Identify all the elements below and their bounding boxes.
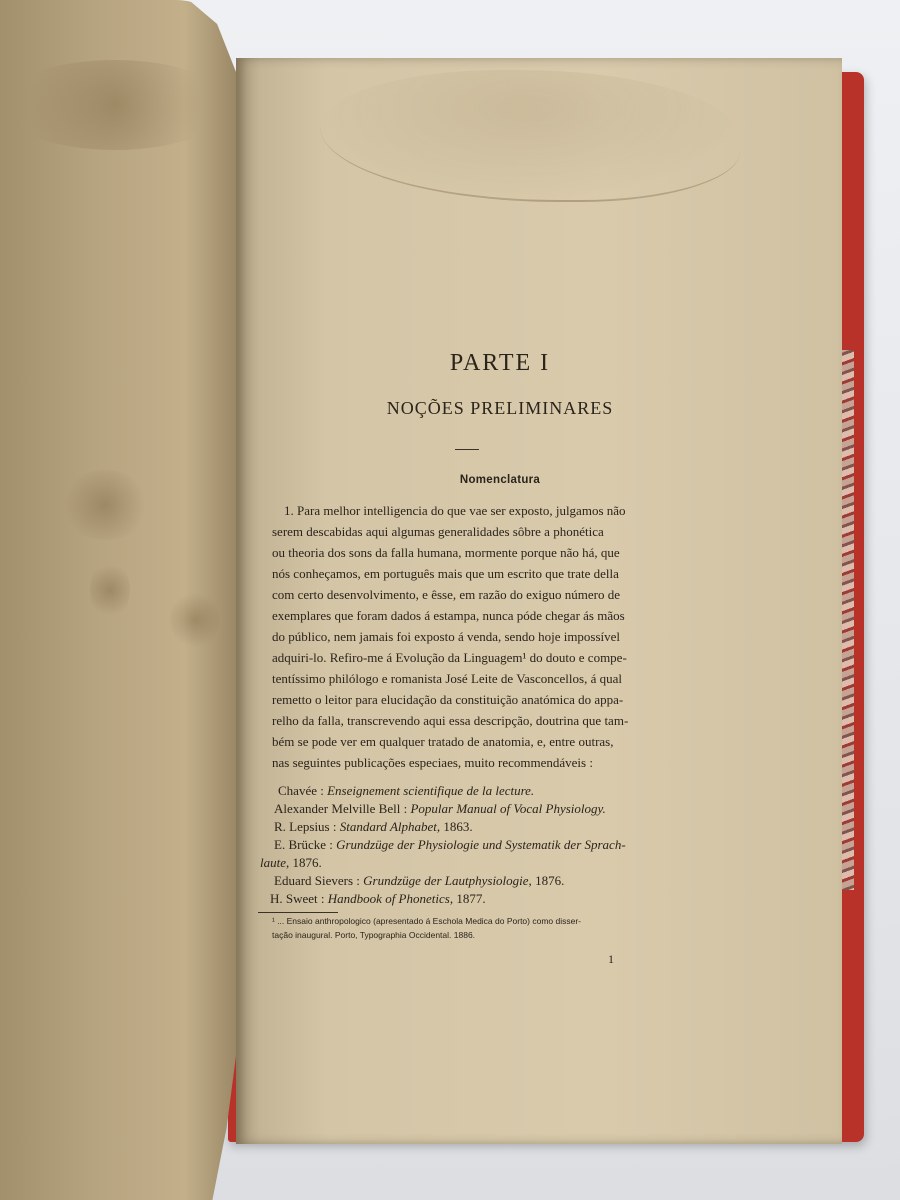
paragraph-line: tentíssimo philólogo e romanista José Leite de Vasconcellos, á qual (272, 671, 622, 686)
page-number: 1 (608, 952, 614, 966)
reference-author: Eduard Sievers : (274, 873, 360, 888)
part-subtitle: NOÇÕES PRELIMINARES (386, 398, 614, 418)
paragraph-line: remetto o leitor para elucidação da constituição anatómica do appa- (272, 692, 624, 707)
paragraph-line: nas seguintes publicações especiaes, muito recommendáveis : (272, 755, 593, 770)
reference-author: E. Brücke : (274, 837, 333, 852)
paragraph-line: serem descabidas aqui algumas generalidades sôbre a phonética (272, 524, 604, 539)
paragraph-line: exemplares que foram dados á estampa, nunca póde chegar ás mãos (272, 608, 625, 623)
reference-item (274, 873, 564, 889)
reference-title: Grundzüge der Physiologie und Systematik der Sprach- (336, 837, 626, 852)
section-heading: Nomenclatura (459, 474, 541, 486)
reference-item (260, 855, 322, 871)
reference-author: R. Lepsius : (274, 819, 337, 834)
reference-year: 1877. (453, 891, 486, 906)
reference-title: Enseignement scientifique de la lecture. (327, 783, 535, 798)
paragraph-line: bém se pode ver em qualquer tratado de anatomia, e, entre outras, (272, 734, 614, 749)
left-page (0, 0, 236, 1200)
paragraph-line: relho da falla, transcrevendo aqui essa descripção, doutrina que tam- (272, 713, 629, 728)
reference-title: laute, (260, 855, 290, 870)
stain (60, 470, 150, 540)
reference-item (274, 801, 606, 817)
reference-author: H. Sweet : (270, 891, 325, 906)
reference-year: 1876. (289, 855, 322, 870)
stain (0, 60, 230, 150)
paragraph-line: 1. Para melhor intelligencia do que vae ser exposto, julgamos não (284, 503, 626, 518)
reference-year: 1863. (440, 819, 473, 834)
footnote-line: tação inaugural. Porto, Typographia Occidental. 1886. (272, 930, 476, 940)
paragraph-line: ou theoria dos sons da falla humana, mormente porque não há, que (272, 545, 620, 560)
part-title: PARTE I (449, 350, 551, 376)
paragraph-line: nós conheçamos, em português mais que um escrito que trate della (272, 566, 619, 581)
reference-title: Grundzüge der Lautphysiologie, (363, 873, 532, 888)
paragraph-line: adquiri-lo. Refiro-me á Evolução da Linguagem¹ do douto e compe- (272, 650, 627, 665)
reference-author: Chavée : (278, 783, 324, 798)
reference-item (278, 783, 534, 799)
reference-title: Popular Manual of Vocal Physiology. (410, 801, 606, 816)
stain (170, 590, 220, 650)
reference-item (274, 819, 473, 835)
paragraph-line: do público, nem jamais foi exposto á venda, sendo hoje impossível (272, 629, 621, 644)
footnote-divider (258, 912, 338, 913)
paragraph-line: com certo desenvolvimento, e êsse, em razão do exiguo número de (272, 587, 620, 602)
stain (90, 560, 130, 620)
reference-author: Alexander Melville Bell : (274, 801, 408, 816)
title-divider (455, 449, 479, 450)
reference-title: Standard Alphabet, (339, 819, 441, 834)
reference-item (274, 837, 626, 853)
footnote-line: ¹ ... Ensaio anthropologico (apresentado á Eschola Medica do Porto) como disser- (272, 916, 581, 926)
reference-item (270, 891, 486, 907)
reference-year: 1876. (531, 873, 565, 888)
reference-title: Handbook of Phonetics, (327, 891, 454, 906)
